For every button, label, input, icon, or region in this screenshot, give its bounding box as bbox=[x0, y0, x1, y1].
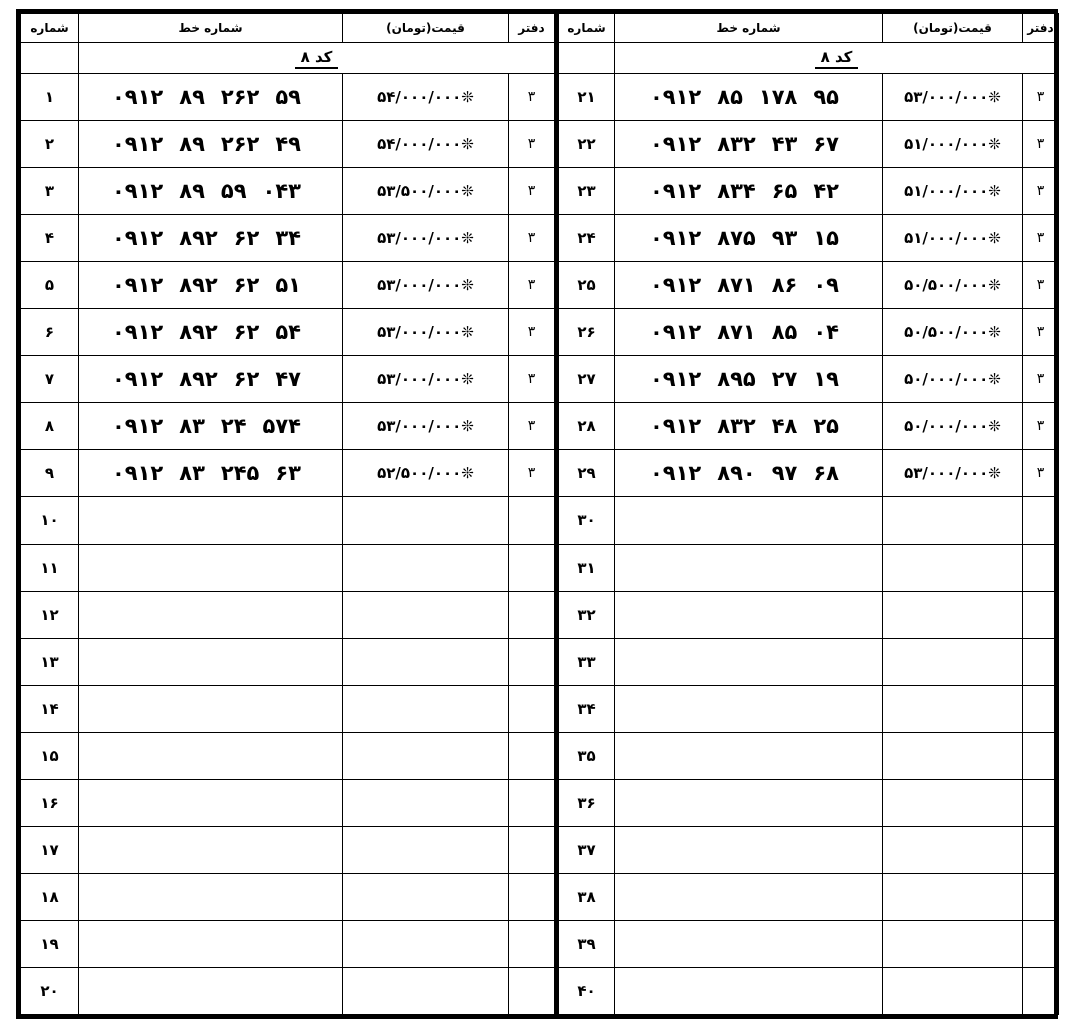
phone-number-group: ۹۳ bbox=[771, 226, 798, 251]
phone-number-group: ۰۹۱۲ bbox=[111, 132, 164, 157]
phone-number-group: ۸۳ bbox=[179, 414, 205, 439]
price-cell bbox=[343, 826, 509, 873]
phone-number-group: ۸۹۲ bbox=[179, 273, 218, 298]
code-row bbox=[21, 43, 555, 74]
row-index: ۲۰ bbox=[21, 967, 79, 1014]
phone-number-group: ۵۱ bbox=[275, 273, 301, 298]
phone-number-cell bbox=[615, 262, 883, 309]
table-row bbox=[21, 450, 555, 497]
daftar-cell: ۳ bbox=[509, 121, 555, 168]
phone-number-group: ۶۲ bbox=[233, 226, 260, 251]
phone-number-group: ۲۴ bbox=[220, 414, 247, 439]
right-table bbox=[558, 13, 1059, 1015]
phone-number-cell bbox=[615, 450, 883, 497]
table-row bbox=[21, 121, 555, 168]
daftar-cell bbox=[1023, 967, 1059, 1014]
daftar-cell bbox=[1023, 497, 1059, 544]
table-row bbox=[559, 168, 1059, 215]
phone-number-group: ۱۹ bbox=[813, 367, 839, 392]
phone-number-group: ۰۹۱۲ bbox=[649, 414, 702, 439]
table-row bbox=[21, 779, 555, 826]
price-cell bbox=[883, 779, 1023, 826]
daftar-cell: ۳ bbox=[509, 309, 555, 356]
phone-number-cell bbox=[615, 403, 883, 450]
price-cell: ۵۳/۵۰۰/۰۰۰❊ bbox=[343, 168, 509, 215]
daftar-cell: ۳ bbox=[1023, 262, 1059, 309]
phone-number-group: ۶۲ bbox=[233, 320, 260, 345]
row-index: ۱۱ bbox=[21, 544, 79, 591]
phone-number-group: ۲۶۲ bbox=[220, 85, 260, 110]
row-index: ۱ bbox=[21, 74, 79, 121]
header-index: شماره bbox=[21, 14, 79, 43]
phone-number-group: ۰۹۱۲ bbox=[111, 320, 164, 345]
phone-number-group: ۰۹۱۲ bbox=[649, 273, 702, 298]
phone-number-cell bbox=[615, 356, 883, 403]
phone-number-group: ۰۹۱۲ bbox=[111, 85, 164, 110]
daftar-cell: ۳ bbox=[1023, 215, 1059, 262]
table-row bbox=[21, 356, 555, 403]
daftar-cell: ۳ bbox=[1023, 403, 1059, 450]
daftar-cell: ۳ bbox=[1023, 450, 1059, 497]
phone-number-group: ۲۷ bbox=[771, 367, 798, 392]
phone-number-cell bbox=[79, 262, 343, 309]
daftar-cell: ۳ bbox=[509, 74, 555, 121]
price-cell: ۵۲/۵۰۰/۰۰۰❊ bbox=[343, 450, 509, 497]
phone-number-cell bbox=[615, 121, 883, 168]
row-index: ۲ bbox=[21, 121, 79, 168]
price-cell: ۵۰/۰۰۰/۰۰۰❊ bbox=[883, 356, 1023, 403]
daftar-cell: ۳ bbox=[509, 215, 555, 262]
row-index: ۱۸ bbox=[21, 873, 79, 920]
table-row bbox=[21, 967, 555, 1014]
daftar-cell bbox=[1023, 826, 1059, 873]
phone-number-cell bbox=[79, 450, 343, 497]
phone-number-group: ۰۹۱۲ bbox=[111, 226, 164, 251]
phone-number-group: ۸۳۲ bbox=[717, 132, 756, 157]
table-row bbox=[21, 168, 555, 215]
phone-number-group: ۲۶۲ bbox=[220, 132, 260, 157]
phone-number-group: ۶۲ bbox=[233, 367, 260, 392]
row-index: ۳۶ bbox=[559, 779, 615, 826]
phone-number-cell bbox=[615, 638, 883, 685]
daftar-cell bbox=[509, 685, 555, 732]
phone-number-cell bbox=[79, 544, 343, 591]
daftar-cell bbox=[509, 826, 555, 873]
right-panel bbox=[554, 13, 1054, 1015]
phone-number-cell bbox=[79, 497, 343, 544]
phone-number-group: ۸۹۲ bbox=[179, 367, 218, 392]
phone-number-cell bbox=[615, 168, 883, 215]
code-row bbox=[559, 43, 1059, 74]
phone-number-group: ۰۹۱۲ bbox=[649, 85, 702, 110]
table-row bbox=[21, 403, 555, 450]
row-index: ۳۲ bbox=[559, 591, 615, 638]
header-price: قیمت(تومان) bbox=[883, 14, 1023, 43]
daftar-cell bbox=[509, 544, 555, 591]
phone-number-group: ۸۷۵ bbox=[717, 226, 756, 251]
phone-number-cell bbox=[615, 591, 883, 638]
table-row bbox=[21, 74, 555, 121]
row-index: ۹ bbox=[21, 450, 79, 497]
table-row bbox=[559, 403, 1059, 450]
daftar-cell bbox=[509, 732, 555, 779]
phone-number-cell bbox=[79, 121, 343, 168]
daftar-cell: ۳ bbox=[1023, 309, 1059, 356]
left-panel bbox=[20, 13, 554, 1015]
row-index: ۴ bbox=[21, 215, 79, 262]
phone-number-group: ۸۹۲ bbox=[179, 320, 218, 345]
phone-number-cell bbox=[79, 168, 343, 215]
table-row bbox=[559, 121, 1059, 168]
phone-number-group: ۱۷۸ bbox=[758, 85, 798, 110]
phone-number-group: ۴۹ bbox=[275, 132, 301, 157]
header-row bbox=[21, 14, 555, 43]
table-row bbox=[559, 685, 1059, 732]
phone-number-cell bbox=[79, 779, 343, 826]
header-row bbox=[559, 14, 1059, 43]
header-daftar: دفتر bbox=[509, 14, 555, 43]
phone-number-cell bbox=[615, 826, 883, 873]
row-index: ۱۵ bbox=[21, 732, 79, 779]
row-index: ۲۶ bbox=[559, 309, 615, 356]
daftar-cell bbox=[1023, 591, 1059, 638]
price-cell bbox=[883, 826, 1023, 873]
phone-number-cell bbox=[79, 732, 343, 779]
phone-number-group: ۸۵ bbox=[771, 320, 798, 345]
price-cell: ۵۰/۰۰۰/۰۰۰❊ bbox=[883, 403, 1023, 450]
daftar-cell bbox=[1023, 920, 1059, 967]
row-index: ۳۱ bbox=[559, 544, 615, 591]
code-label: کد ۸ bbox=[295, 48, 339, 69]
phone-number-group: ۴۸ bbox=[771, 414, 798, 439]
table-row bbox=[21, 638, 555, 685]
table-row bbox=[21, 873, 555, 920]
phone-number-group: ۵۹ bbox=[220, 179, 247, 204]
left-table bbox=[20, 13, 555, 1015]
price-cell: ۵۳/۰۰۰/۰۰۰❊ bbox=[343, 403, 509, 450]
row-index: ۱۲ bbox=[21, 591, 79, 638]
price-cell bbox=[883, 497, 1023, 544]
phone-number-cell bbox=[615, 685, 883, 732]
phone-number-group: ۵۷۴ bbox=[262, 414, 301, 439]
phone-number-group: ۰۹۱۲ bbox=[649, 320, 702, 345]
price-cell bbox=[343, 497, 509, 544]
table-row bbox=[559, 262, 1059, 309]
daftar-cell: ۳ bbox=[509, 168, 555, 215]
table-row bbox=[559, 967, 1059, 1014]
header-price: قیمت(تومان) bbox=[343, 14, 509, 43]
table-row bbox=[559, 779, 1059, 826]
price-cell: ۵۱/۰۰۰/۰۰۰❊ bbox=[883, 215, 1023, 262]
phone-number-cell bbox=[615, 967, 883, 1014]
price-cell bbox=[883, 920, 1023, 967]
table-row bbox=[21, 826, 555, 873]
daftar-cell bbox=[509, 873, 555, 920]
phone-number-group: ۹۵ bbox=[813, 85, 839, 110]
table-row bbox=[21, 732, 555, 779]
price-cell: ۵۳/۰۰۰/۰۰۰❊ bbox=[343, 262, 509, 309]
phone-number-group: ۸۶ bbox=[771, 273, 798, 298]
row-index: ۲۱ bbox=[559, 74, 615, 121]
row-index: ۵ bbox=[21, 262, 79, 309]
table-row bbox=[21, 262, 555, 309]
price-cell bbox=[343, 920, 509, 967]
price-cell bbox=[883, 732, 1023, 779]
daftar-cell bbox=[509, 967, 555, 1014]
table-row bbox=[559, 309, 1059, 356]
phone-number-group: ۰۴۳ bbox=[262, 179, 301, 204]
price-cell: ۵۰/۵۰۰/۰۰۰❊ bbox=[883, 262, 1023, 309]
daftar-cell bbox=[1023, 732, 1059, 779]
daftar-cell: ۳ bbox=[509, 356, 555, 403]
phone-number-group: ۸۹۵ bbox=[717, 367, 756, 392]
table-row bbox=[559, 873, 1059, 920]
table-row bbox=[559, 74, 1059, 121]
price-cell bbox=[883, 967, 1023, 1014]
row-index: ۲۸ bbox=[559, 403, 615, 450]
phone-number-group: ۰۹۱۲ bbox=[649, 226, 702, 251]
table-row bbox=[559, 215, 1059, 262]
table-row bbox=[559, 544, 1059, 591]
phone-number-group: ۰۹۱۲ bbox=[111, 179, 164, 204]
phone-number-group: ۸۵ bbox=[717, 85, 743, 110]
table-row bbox=[559, 920, 1059, 967]
daftar-cell: ۳ bbox=[509, 262, 555, 309]
daftar-cell bbox=[509, 920, 555, 967]
price-cell: ۵۳/۰۰۰/۰۰۰❊ bbox=[883, 450, 1023, 497]
phone-number-group: ۸۹ bbox=[179, 132, 205, 157]
row-index: ۱۶ bbox=[21, 779, 79, 826]
row-index: ۳۹ bbox=[559, 920, 615, 967]
table-row bbox=[21, 309, 555, 356]
phone-number-group: ۸۷۱ bbox=[717, 273, 756, 298]
phone-number-cell bbox=[79, 356, 343, 403]
price-cell: ۵۱/۰۰۰/۰۰۰❊ bbox=[883, 168, 1023, 215]
table-row bbox=[21, 544, 555, 591]
daftar-cell bbox=[1023, 544, 1059, 591]
phone-number-group: ۵۴ bbox=[275, 320, 301, 345]
price-cell bbox=[343, 591, 509, 638]
phone-number-group: ۸۹ bbox=[179, 85, 205, 110]
phone-number-group: ۳۴ bbox=[275, 226, 301, 251]
row-index: ۱۴ bbox=[21, 685, 79, 732]
price-cell: ۵۴/۰۰۰/۰۰۰❊ bbox=[343, 121, 509, 168]
table-row bbox=[21, 920, 555, 967]
phone-number-cell bbox=[615, 74, 883, 121]
phone-number-group: ۰۹۱۲ bbox=[111, 414, 164, 439]
phone-number-group: ۵۹ bbox=[275, 85, 301, 110]
phone-number-cell bbox=[79, 826, 343, 873]
phone-number-group: ۰۹۱۲ bbox=[649, 367, 702, 392]
price-cell bbox=[883, 638, 1023, 685]
table-row bbox=[559, 450, 1059, 497]
phone-number-cell bbox=[79, 403, 343, 450]
phone-number-group: ۸۳۲ bbox=[717, 414, 756, 439]
phone-number-group: ۹۷ bbox=[771, 461, 798, 486]
code-label: کد ۸ bbox=[815, 48, 859, 69]
table-row bbox=[21, 215, 555, 262]
code-row-blank bbox=[21, 43, 79, 74]
daftar-cell bbox=[1023, 638, 1059, 685]
row-index: ۱۷ bbox=[21, 826, 79, 873]
phone-number-group: ۱۵ bbox=[813, 226, 839, 251]
row-index: ۳۴ bbox=[559, 685, 615, 732]
phone-number-group: ۸۹۰ bbox=[717, 461, 756, 486]
code-cell bbox=[79, 43, 555, 74]
phone-number-cell bbox=[615, 873, 883, 920]
header-index: شماره bbox=[559, 14, 615, 43]
price-cell: ۵۱/۰۰۰/۰۰۰❊ bbox=[883, 121, 1023, 168]
phone-number-group: ۶۲ bbox=[233, 273, 260, 298]
table-row bbox=[21, 497, 555, 544]
header-line-number: شماره خط bbox=[79, 14, 343, 43]
row-index: ۱۳ bbox=[21, 638, 79, 685]
row-index: ۶ bbox=[21, 309, 79, 356]
daftar-cell: ۳ bbox=[1023, 356, 1059, 403]
row-index: ۲۲ bbox=[559, 121, 615, 168]
price-cell bbox=[883, 544, 1023, 591]
phone-number-group: ۰۹۱۲ bbox=[649, 461, 702, 486]
price-cell bbox=[883, 591, 1023, 638]
row-index: ۲۷ bbox=[559, 356, 615, 403]
phone-number-group: ۰۹ bbox=[813, 273, 839, 298]
phone-number-group: ۴۳ bbox=[771, 132, 798, 157]
price-list-sheet bbox=[16, 9, 1058, 1019]
row-index: ۳۰ bbox=[559, 497, 615, 544]
code-cell bbox=[615, 43, 1059, 74]
daftar-cell: ۳ bbox=[509, 450, 555, 497]
daftar-cell: ۳ bbox=[1023, 74, 1059, 121]
price-cell: ۵۴/۰۰۰/۰۰۰❊ bbox=[343, 74, 509, 121]
phone-number-cell bbox=[615, 544, 883, 591]
price-cell: ۵۳/۰۰۰/۰۰۰❊ bbox=[883, 74, 1023, 121]
daftar-cell: ۳ bbox=[1023, 168, 1059, 215]
phone-number-cell bbox=[615, 779, 883, 826]
table-row bbox=[21, 685, 555, 732]
phone-number-group: ۰۹۱۲ bbox=[111, 273, 164, 298]
header-line-number: شماره خط bbox=[615, 14, 883, 43]
phone-number-group: ۸۷۱ bbox=[717, 320, 756, 345]
phone-number-group: ۰۹۱۲ bbox=[111, 367, 164, 392]
table-row bbox=[559, 591, 1059, 638]
price-cell bbox=[343, 779, 509, 826]
header-daftar: دفتر bbox=[1023, 14, 1059, 43]
phone-number-group: ۰۴ bbox=[813, 320, 839, 345]
row-index: ۸ bbox=[21, 403, 79, 450]
row-index: ۲۹ bbox=[559, 450, 615, 497]
phone-number-group: ۰۹۱۲ bbox=[649, 179, 702, 204]
daftar-cell: ۳ bbox=[509, 403, 555, 450]
phone-number-cell bbox=[79, 74, 343, 121]
phone-number-group: ۲۴۵ bbox=[220, 461, 260, 486]
row-index: ۲۵ bbox=[559, 262, 615, 309]
row-index: ۳۷ bbox=[559, 826, 615, 873]
phone-number-group: ۶۵ bbox=[771, 179, 798, 204]
phone-number-group: ۴۲ bbox=[813, 179, 839, 204]
price-cell bbox=[343, 685, 509, 732]
code-row-blank bbox=[559, 43, 615, 74]
price-cell bbox=[343, 873, 509, 920]
row-index: ۲۳ bbox=[559, 168, 615, 215]
phone-number-cell bbox=[79, 920, 343, 967]
table-row bbox=[559, 497, 1059, 544]
daftar-cell bbox=[509, 591, 555, 638]
daftar-cell bbox=[509, 779, 555, 826]
daftar-cell bbox=[509, 497, 555, 544]
table-row bbox=[559, 732, 1059, 779]
price-cell: ۵۳/۰۰۰/۰۰۰❊ bbox=[343, 309, 509, 356]
phone-number-cell bbox=[615, 309, 883, 356]
row-index: ۱۰ bbox=[21, 497, 79, 544]
daftar-cell bbox=[1023, 873, 1059, 920]
phone-number-group: ۴۷ bbox=[275, 367, 301, 392]
phone-number-group: ۸۹۲ bbox=[179, 226, 218, 251]
price-cell: ۵۰/۵۰۰/۰۰۰❊ bbox=[883, 309, 1023, 356]
phone-number-cell bbox=[615, 215, 883, 262]
table-row bbox=[21, 591, 555, 638]
row-index: ۳۵ bbox=[559, 732, 615, 779]
phone-number-group: ۲۵ bbox=[813, 414, 839, 439]
phone-number-group: ۰۹۱۲ bbox=[649, 132, 702, 157]
phone-number-cell bbox=[79, 967, 343, 1014]
phone-number-cell bbox=[79, 309, 343, 356]
row-index: ۷ bbox=[21, 356, 79, 403]
phone-number-group: ۸۹ bbox=[179, 179, 205, 204]
price-cell bbox=[883, 685, 1023, 732]
row-index: ۱۹ bbox=[21, 920, 79, 967]
table-row bbox=[559, 826, 1059, 873]
phone-number-group: ۶۷ bbox=[813, 132, 839, 157]
price-cell bbox=[343, 544, 509, 591]
phone-number-cell bbox=[79, 591, 343, 638]
phone-number-cell bbox=[79, 873, 343, 920]
phone-number-cell bbox=[615, 920, 883, 967]
phone-number-group: ۸۳۴ bbox=[717, 179, 756, 204]
phone-number-cell bbox=[79, 215, 343, 262]
phone-number-cell bbox=[79, 685, 343, 732]
table-row bbox=[559, 638, 1059, 685]
phone-number-group: ۰۹۱۲ bbox=[111, 461, 164, 486]
row-index: ۳ bbox=[21, 168, 79, 215]
row-index: ۳۳ bbox=[559, 638, 615, 685]
table-row bbox=[559, 356, 1059, 403]
row-index: ۲۴ bbox=[559, 215, 615, 262]
daftar-cell bbox=[1023, 779, 1059, 826]
price-cell bbox=[343, 967, 509, 1014]
phone-number-group: ۶۸ bbox=[813, 461, 839, 486]
phone-number-cell bbox=[615, 497, 883, 544]
daftar-cell: ۳ bbox=[1023, 121, 1059, 168]
phone-number-cell bbox=[79, 638, 343, 685]
phone-number-group: ۶۳ bbox=[275, 461, 301, 486]
row-index: ۴۰ bbox=[559, 967, 615, 1014]
price-cell: ۵۳/۰۰۰/۰۰۰❊ bbox=[343, 356, 509, 403]
phone-number-group: ۸۳ bbox=[179, 461, 205, 486]
price-cell bbox=[343, 638, 509, 685]
price-cell bbox=[343, 732, 509, 779]
row-index: ۳۸ bbox=[559, 873, 615, 920]
price-cell: ۵۳/۰۰۰/۰۰۰❊ bbox=[343, 215, 509, 262]
phone-number-cell bbox=[615, 732, 883, 779]
price-cell bbox=[883, 873, 1023, 920]
daftar-cell bbox=[509, 638, 555, 685]
daftar-cell bbox=[1023, 685, 1059, 732]
